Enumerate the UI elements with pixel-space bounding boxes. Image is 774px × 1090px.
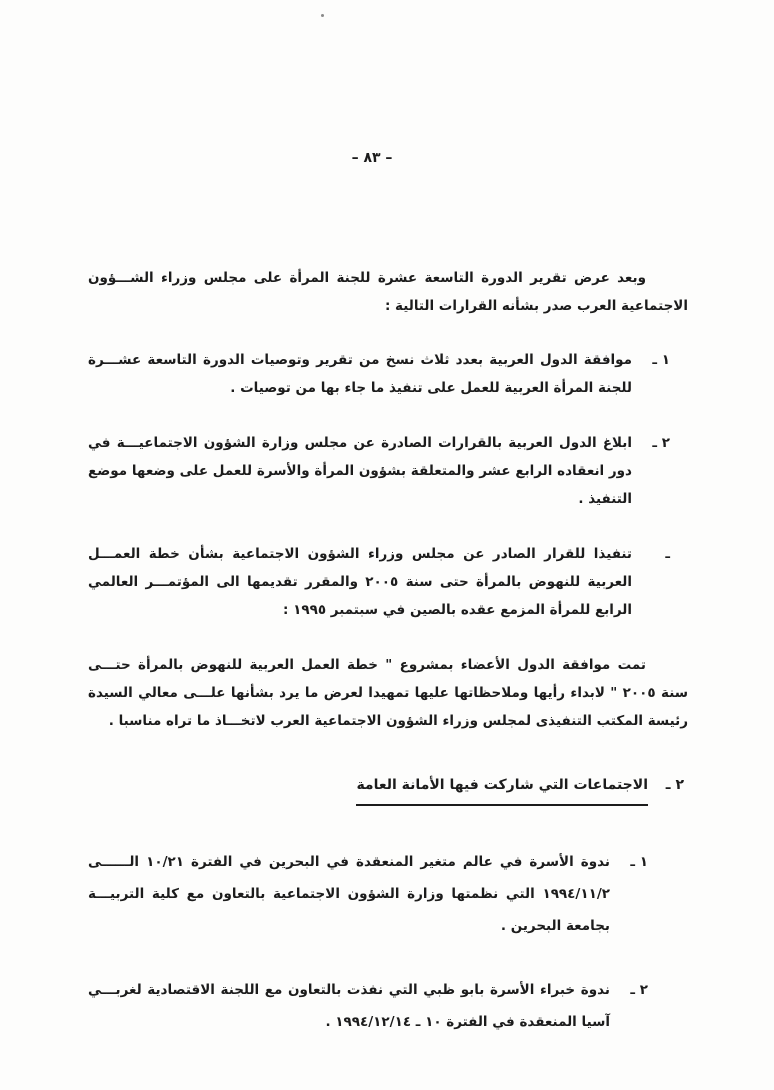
approval-paragraph: تمت موافقة الدول الأعضاء بمشروع " خطة العمل العربية للنهوض بالمرأة حتـــى سنة ٢٠٠٥ " لابداء رأيها وملاحظاتها عليها تمهيدا لعرض ما يرد بشأنها علـــى معالي السيدة رئيسة المكتب التنفيذى لمجلس وزراء الشؤون الاجتماعية العرب لاتخـــاذ ما تراه مناسبا . bbox=[88, 657, 688, 729]
item-text: ندوة خبراء الأسرة بابو ظبي التي نفذت بالتعاون مع اللجنة الاقتصادية لغربـــي آسيا المنعقدة في الفترة ١٠ ـ ١٩٩٤/١٢/١٤ . bbox=[88, 982, 610, 1030]
event-item bbox=[88, 974, 648, 1038]
page-number: – ٨٣ – bbox=[351, 150, 393, 166]
document-content bbox=[88, 264, 688, 1070]
item-marker: ـ bbox=[665, 546, 670, 562]
item-text: تنفيذا للقرار الصادر عن مجلس وزراء الشؤون الاجتماعية بشأن خطة العمـــل العربية للنهوض بالمرأة حتى سنة ٢٠٠٥ والمقرر تقديمها الى المؤتمـــر العالمي الرابع للمرأة المزمع عقده بالصين في سبتمبر ١٩٩٥ : bbox=[88, 546, 632, 618]
resolution-item bbox=[88, 429, 670, 513]
intro-paragraph: وبعد عرض تقرير الدورة التاسعة عشرة للجنة المرأة على مجلس وزراء الشـــؤون الاجتماعية العرب صدر بشأنه القرارات التالية : bbox=[88, 270, 688, 314]
item-marker: ٢ ـ bbox=[630, 982, 648, 998]
item-text: ابلاغ الدول العربية بالقرارات الصادرة عن مجلس وزارة الشؤون الاجتماعيـــة في دور انعقاده الرابع عشر والمتعلقة بشؤون المرأة والأسرة للعمل على وضعها موضع التنفيذ . bbox=[88, 435, 632, 507]
item-marker: ١ ـ bbox=[630, 854, 648, 870]
item-marker: ٢ ـ bbox=[652, 435, 670, 451]
scan-artifact-dot bbox=[321, 14, 324, 17]
item-text: موافقة الدول العربية بعدد ثلاث نسخ من تقرير وتوصيات الدورة التاسعة عشـــرة للجنة المرأة العربية للعمل على تنفيذ ما جاء بها من توصيات . bbox=[88, 352, 632, 396]
event-item bbox=[88, 846, 648, 942]
item-text: ندوة الأسرة في عالم متغير المنعقدة في البحرين في الفترة ١٠/٢١ الــــــى ١٩٩٤/١١/٢ التي نظمتها وزارة الشؤون الاجتماعية بالتعاون مع كلية التربيـــة بجامعة البحرين . bbox=[88, 854, 610, 934]
resolution-item bbox=[88, 540, 670, 624]
item-marker: ١ ـ bbox=[652, 352, 670, 368]
section-header bbox=[88, 771, 684, 806]
resolution-item bbox=[88, 346, 670, 402]
events-list bbox=[88, 846, 688, 1038]
section-title: الاجتماعات التي شاركت فيها الأمانة العامة bbox=[356, 771, 648, 806]
section-marker: ٢ ـ bbox=[665, 777, 684, 793]
resolutions-list bbox=[88, 346, 688, 624]
